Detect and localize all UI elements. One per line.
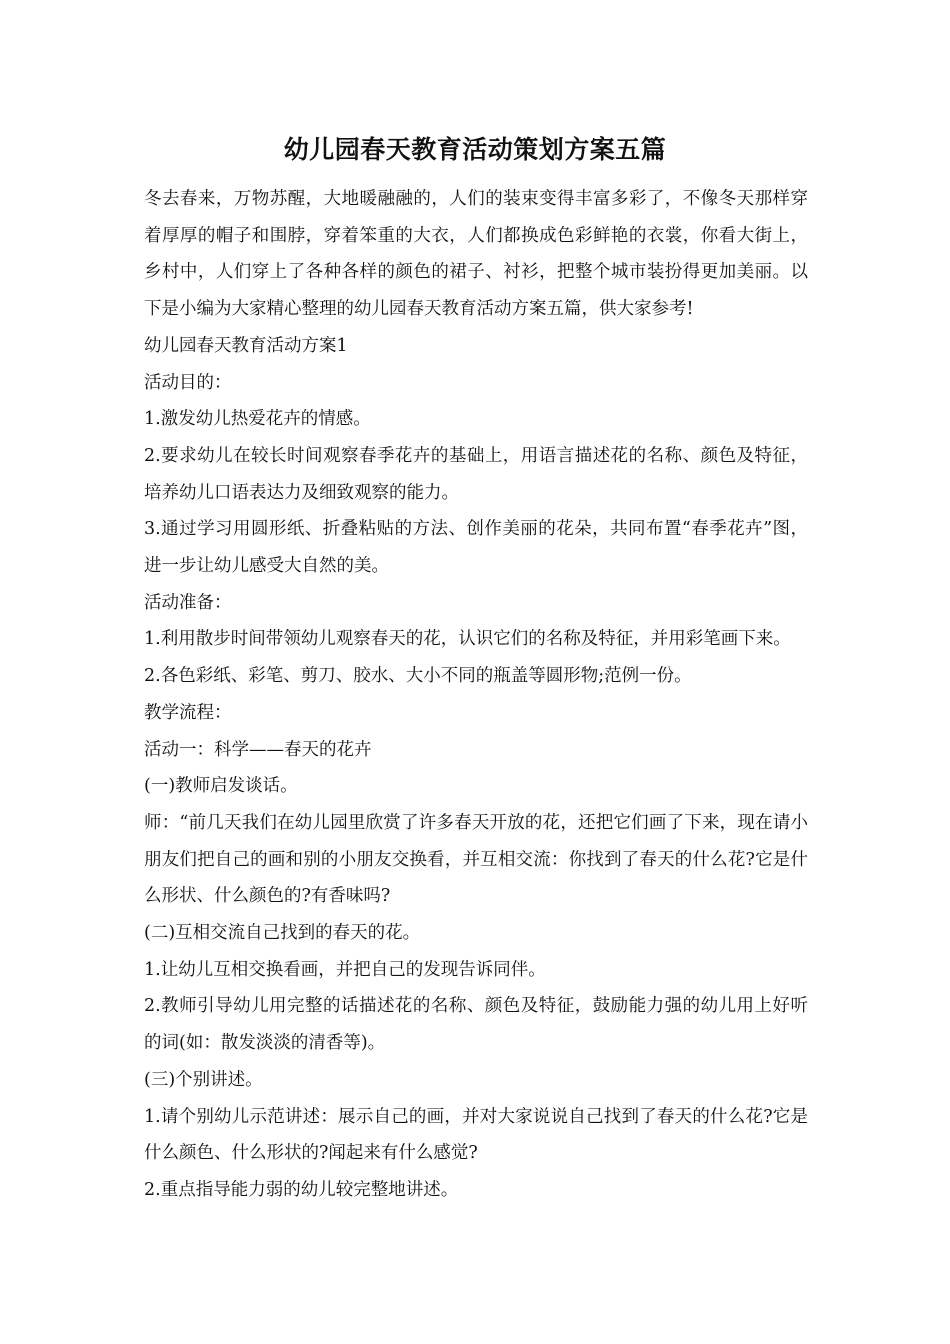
preparation-item: 1.利用散步时间带领幼儿观察春天的花，认识它们的名称及特征，并用彩笔画下来。 [144, 629, 791, 650]
step-item: 1.请个别幼儿示范讲述：展示自己的画，并对大家说说自己找到了春天的什么花?它是什么颜色、什么形状的?闻起来有什么感觉? [144, 1106, 808, 1164]
document-title: 幼儿园春天教育活动策划方案五篇 [283, 135, 667, 164]
step-heading: (二)互相交流自己找到的春天的花。 [144, 923, 421, 944]
intro-paragraph: 冬去春来，万物苏醒，大地暖融融的，人们的装束变得丰富多彩了，不像冬天那样穿着厚厚的帽子和围脖，穿着笨重的大衣，人们都换成色彩鲜艳的衣裳，你看大街上，乡村中，人们穿上了各种各样的颜色的裙子、衬衫，把整个城市装扮得更加美丽。以下是小编为大家精心整理的幼儿园春天教育活动方案五篇，供大家参考! [144, 189, 808, 320]
subheading-goals: 活动目的： [144, 372, 232, 393]
section-heading: 幼儿园春天教育活动方案1 [144, 335, 348, 356]
step-heading: (三)个别讲述。 [144, 1069, 263, 1090]
goal-item: 3.通过学习用圆形纸、折叠粘贴的方法、创作美丽的花朵，共同布置“春季花卉”图，进一步让幼儿感受大自然的美。 [144, 519, 808, 577]
step-item: 1.让幼儿互相交换看画，并把自己的发现告诉同伴。 [144, 959, 546, 980]
preparation-item: 2.各色彩纸、彩笔、剪刀、胶水、大小不同的瓶盖等圆形物;范例一份。 [144, 666, 692, 687]
subheading-process: 教学流程： [144, 702, 232, 723]
document-body [144, 181, 808, 1209]
goal-item: 2.要求幼儿在较长时间观察春季花卉的基础上，用语言描述花的名称、颜色及特征，培养幼儿口语表达力及细致观察的能力。 [144, 445, 808, 503]
step-item: 2.教师引导幼儿用完整的话描述花的名称、颜色及特征，鼓励能力强的幼儿用上好听的词(如：散发淡淡的清香等)。 [144, 996, 808, 1054]
teacher-quote: 师：“前几天我们在幼儿园里欣赏了许多春天开放的花，还把它们画了下来，现在请小朋友们把自己的画和别的小朋友交换看，并互相交流：你找到了春天的什么花?它是什么形状、什么颜色的?有香味吗? [144, 812, 808, 907]
activity-heading: 活动一：科学——春天的花卉 [144, 739, 372, 760]
goal-item: 1.激发幼儿热爱花卉的情感。 [144, 409, 371, 430]
subheading-preparation: 活动准备： [144, 592, 232, 613]
step-item: 2.重点指导能力弱的幼儿较完整地讲述。 [144, 1179, 459, 1200]
step-heading: (一)教师启发谈话。 [144, 776, 298, 797]
